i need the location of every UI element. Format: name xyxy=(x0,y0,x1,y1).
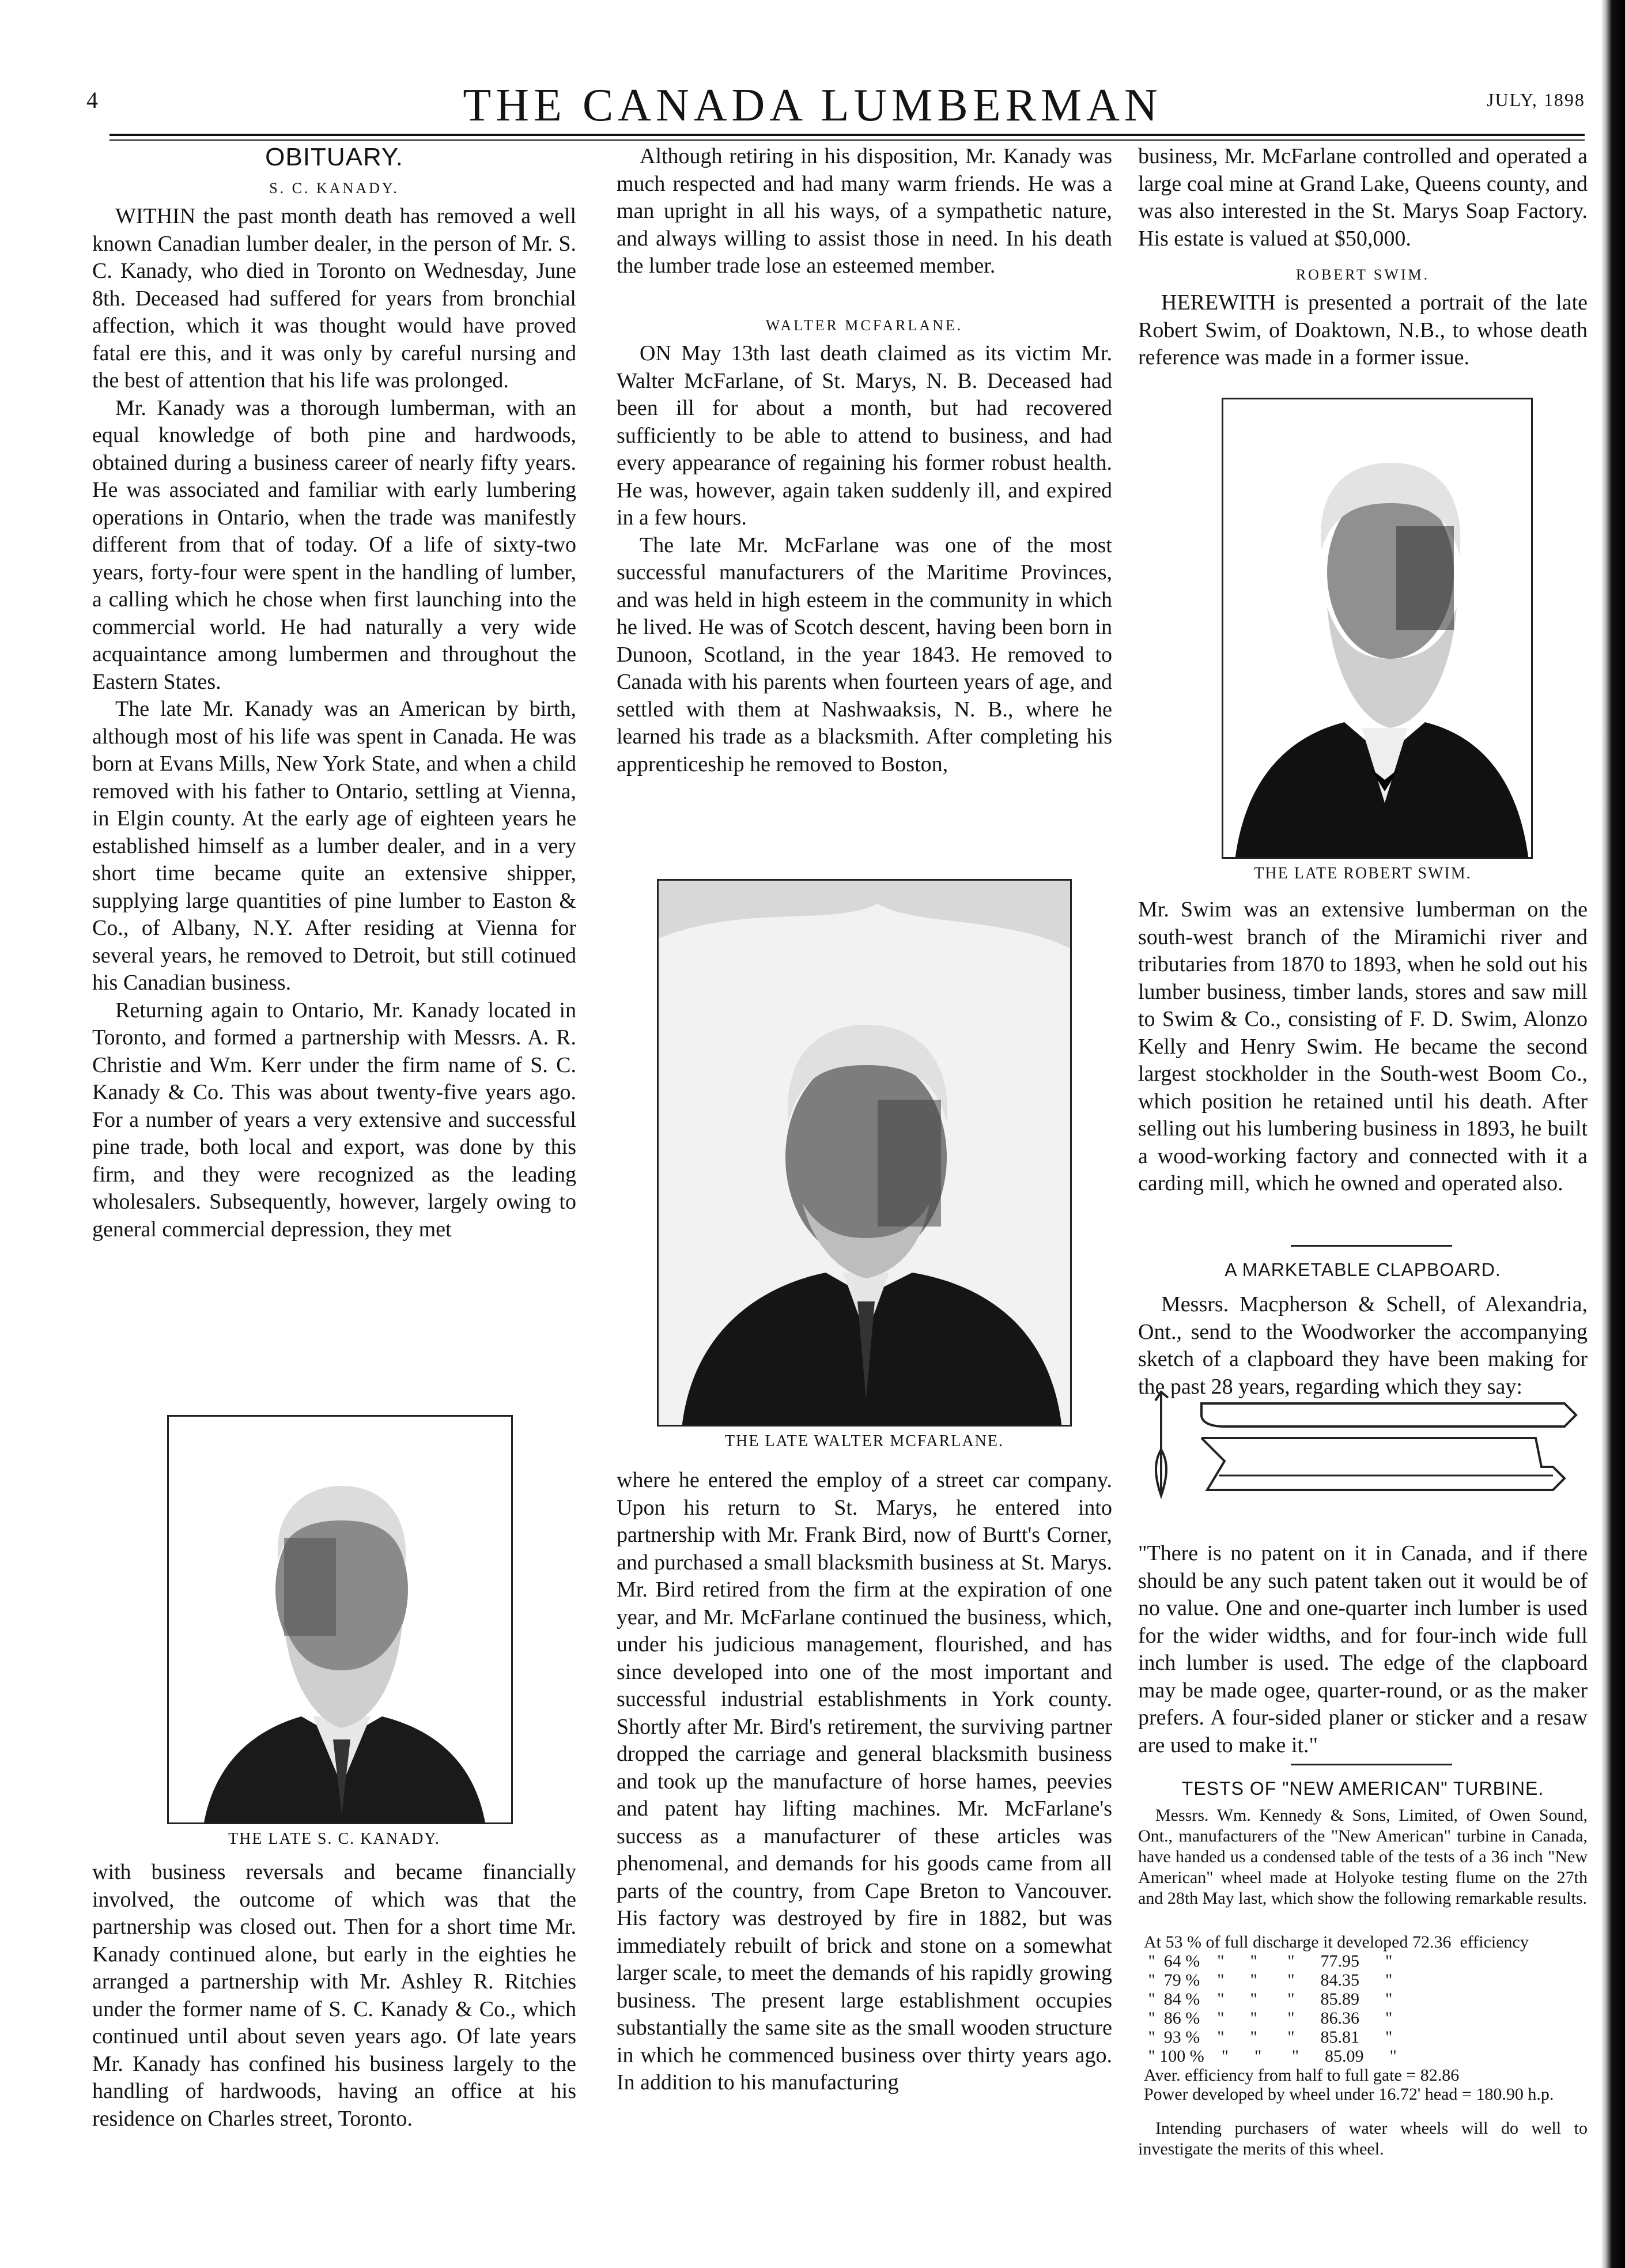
swim-intro xyxy=(1138,289,1588,372)
clapboard-quote xyxy=(1138,1540,1588,1759)
kanady-paragraph-3: The late Mr. Kanady was an American by birth, although most of his life was spent in Canada. He was born at Evans Mills, New York State, and when a child removed with his father to Ontario, settling at Vienna, in Elgin county. At the early age of eighteen years he established himself as a lumber dealer, and in a very short time became quite an extensive shipper, supplying large quantities of pine lumber to Easton & Co., of Albany, N.Y. After residing at Vienna for several years, he removed to Detroit, but still cotinued his Canadian business. xyxy=(92,697,576,995)
swim-article xyxy=(1138,896,1588,1198)
masthead: THE CANADA LUMBERMAN xyxy=(463,80,1162,131)
kanady-continued-text: with business reversals and became financially involved, the outcome of which was that the partnership was closed out. Then for a short time Mr. Kanady continued alone, but early in the eighties he arranged a partnership with Mr. Ashley R. Ritchies under the former name of S. C. Kanady & Co., which continued until about seven years ago. Of late years Mr. Kanady has confined his business largely to the handling of hardwoods, having an office at his residence on Charles street, Toronto. xyxy=(92,1860,576,2131)
turbine-closing xyxy=(1138,2118,1588,2160)
turbine-intro xyxy=(1138,1805,1588,1909)
section-divider xyxy=(1291,1245,1452,1247)
swim-subhead: ROBERT SWIM. xyxy=(1295,266,1430,283)
mcfarlane-article xyxy=(617,340,1112,778)
turbine-row: " 86 % " " " 86.36 " xyxy=(1144,2009,1393,2028)
turbine-row: " 79 % " " " 84.35 " xyxy=(1144,1971,1393,1990)
mcfarlane-continued-text: where he entered the employ of a street car company. Upon his return to St. Marys, he entered into partnership with Mr. Frank Bird, now of Burtt's Corner, and purchased a small blacksmith business at St. Marys. Mr. Bird retired from the firm at the expiration of one year, and Mr. McFarlane continued the business, which, under his judicious management, flourished, and has since developed into one of the most important and successful industrial establishments in York county. Shortly after Mr. Bird's retirement, the surviving partner dropped the carriage and general blacksmith business and took up the manufacture of horse hames, peevies and patent hay lifting machines. Mr. McFarlane's success as a manufacturer of these articles was phenomenal, and demands for his goods came from all parts of the country, from Cape Breton to Vancouver. His factory was destroyed by fire in 1882, but was immediately rebuilt of brick and stone on a somewhat larger scale, to meet the demands of his rapidly growing business. The present large establishment occupies substantially the same site as the small wooden structure in which he commenced business over thirty years ago. In addition to his manufacturing xyxy=(617,1468,1112,2095)
kanady-conclusion-text: Although retiring in his disposition, Mr. Kanady was much respected and had many warm friends. He was a man upright in all his ways, of a sympathetic nature, and always willing to assist those in need. In his death the lumber trade lose an esteemed member. xyxy=(617,144,1112,278)
mcfarlane-conclusion-text: business, Mr. McFarlane controlled and operated a large coal mine at Grand Lake, Queens county, and was also interested in the St. Marys Soap Factory. His estate is valued at $50,000. xyxy=(1138,144,1588,251)
mcfarlane-portrait-image xyxy=(659,881,1072,1427)
header-rule xyxy=(109,134,1585,136)
clapboard-intro-text: Messrs. Macpherson & Schell, of Alexandria, Ont., send to the Woodworker the accompanying sketch of a clapboard they have been making for the past 28 years, regarding which they say: xyxy=(1138,1292,1588,1399)
turbine-row: " 84 % " " " 85.89 " xyxy=(1144,1990,1393,2009)
header-rule-thin xyxy=(109,139,1585,141)
section-divider-2 xyxy=(1291,1764,1452,1765)
clapboard-title: A MARKETABLE CLAPBOARD. xyxy=(1225,1259,1501,1280)
turbine-power: Power developed by wheel under 16.72' head = 180.90 h.p. xyxy=(1144,2085,1554,2104)
kanady-paragraph-2: Mr. Kanady was a thorough lumberman, with an equal knowledge of both pine and hardwoods, obtained during a business career of nearly fifty years. He was associated and familiar with early lumbering operations in Ontario, when the trade was manifestly different from that of today. Of a life of sixty-two years, forty-four were spent in the handling of lumber, a calling which he chose when first launching into the commercial world. He had naturally a very wide acquaintance among lumbermen and throughout the Eastern States. xyxy=(92,395,576,694)
clapboard-sketch-image xyxy=(1138,1380,1588,1530)
kanady-portrait-image xyxy=(169,1417,513,1824)
turbine-results-table xyxy=(1144,1933,1588,2104)
kanady-continued xyxy=(92,1859,576,2133)
issue-date: JULY, 1898 xyxy=(1487,89,1585,110)
mcfarlane-portrait xyxy=(657,879,1072,1427)
mcfarlane-paragraph-1: ON May 13th last death claimed as its victim Mr. Walter McFarlane, of St. Marys, N. B. Deceased had been ill for about a month, but had recovered sufficiently to be able to attend to business, and had every appearance of regaining his former robust health. He was, however, again taken suddenly ill, and expired in a few hours. xyxy=(617,341,1112,530)
turbine-row: " 100 % " " " 85.09 " xyxy=(1144,2047,1397,2066)
page-edge-shadow xyxy=(1601,0,1625,2268)
kanady-article xyxy=(92,203,576,1243)
kanady-paragraph-4: Returning again to Ontario, Mr. Kanady located in Toronto, and formed a partnership with Messrs. A. R. Christie and Wm. Kerr under the firm name of S. C. Kanady & Co. This was about twenty-five years ago. For a number of years a very extensive and successful pine trade, both local and export, was done by this firm, and they were recognized as the leading wholesalers. Subsequently, however, largely owing to general commercial depression, they met xyxy=(92,998,576,1241)
turbine-intro-text: Messrs. Wm. Kennedy & Sons, Limited, of Owen Sound, Ont., manufacturers of the "New American" turbine in Canada, have handed us a condensed table of the tests of a 36 inch "New American" wheel made at Holyoke testing flume on the 27th and 28th May last, which show the following remarkable results. xyxy=(1138,1806,1588,1908)
mcfarlane-paragraph-2: The late Mr. McFarlane was one of the most successful manufacturers of the Maritime Provinces, and was held in high esteem in the community in which he lived. He was of Scotch descent, having been born in Dunoon, Scotland, in the year 1843. He removed to Canada with his parents when fourteen years of age, and settled with them at Nashwaaksis, N. B., where he learned his trade as a blacksmith. After completing his apprenticeship he removed to Boston, xyxy=(617,533,1112,776)
swim-body-text: Mr. Swim was an extensive lumberman on the south-west branch of the Miramichi river and tributaries from 1870 to 1893, when he sold out his lumber business, timber lands, stores and saw mill to Swim & Co., consisting of F. D. Swim, Alonzo Kelly and Henry Swim. He became the second largest stockholder in the South-west Boom Co., which position he retained until his death. After selling out his lumbering business in 1893, he built a wood-working factory and connected with it a carding mill, which he owned and operated also. xyxy=(1138,897,1588,1195)
kanady-conclusion xyxy=(617,143,1112,280)
swim-portrait-image xyxy=(1223,399,1533,859)
turbine-closing-text: Intending purchasers of water wheels will do well to investigate the merits of this wheel. xyxy=(1138,2119,1588,2158)
swim-intro-text: HEREWITH is presented a portrait of the late Robert Swim, of Doaktown, N.B., to whose death reference was made in a former issue. xyxy=(1138,290,1588,369)
swim-caption: THE LATE ROBERT SWIM. xyxy=(1254,865,1472,882)
turbine-average: Aver. efficiency from half to full gate = 82.86 xyxy=(1144,2066,1460,2085)
turbine-title: TESTS OF "NEW AMERICAN" TURBINE. xyxy=(1181,1778,1544,1799)
swim-portrait xyxy=(1222,398,1533,859)
clapboard-sketch xyxy=(1138,1380,1588,1530)
mcfarlane-conclusion xyxy=(1138,143,1588,252)
turbine-row: " 64 % " " " 77.95 " xyxy=(1144,1952,1393,1971)
mcfarlane-continued xyxy=(617,1467,1112,2097)
page-number: 4 xyxy=(86,87,98,113)
obituary-title: OBITUARY. xyxy=(265,143,403,171)
mcfarlane-subhead: WALTER MCFARLANE. xyxy=(765,317,963,334)
kanady-subhead: S. C. KANADY. xyxy=(269,180,399,197)
kanady-portrait xyxy=(167,1415,513,1824)
turbine-row: " 93 % " " " 85.81 " xyxy=(1144,2028,1393,2047)
turbine-row: At 53 % of full discharge it developed 72.36 efficiency xyxy=(1144,1933,1529,1952)
kanady-paragraph-1: WITHIN the past month death has removed a well known Canadian lumber dealer, in the person of Mr. S. C. Kanady, who died in Toronto on Wednesday, June 8th. Deceased had suffered for years from bronchial affection, which it was thought would have proved fatal ere this, and it was only by careful nursing and the best of attention that his life was prolonged. xyxy=(92,204,576,393)
clapboard-quote-text: "There is no patent on it in Canada, and if there should be any such patent taken out it would be of no value. One and one-quarter inch lumber is used for the wider widths, and for four-inch wide full inch lumber is used. The edge of the clapboard may be made ogee, quarter-round, or as the maker prefers. A four-sided planer or sticker and a resaw are used to make it." xyxy=(1138,1541,1588,1757)
kanady-caption: THE LATE S. C. KANADY. xyxy=(228,1830,440,1848)
mcfarlane-caption: THE LATE WALTER MCFARLANE. xyxy=(725,1432,1004,1450)
